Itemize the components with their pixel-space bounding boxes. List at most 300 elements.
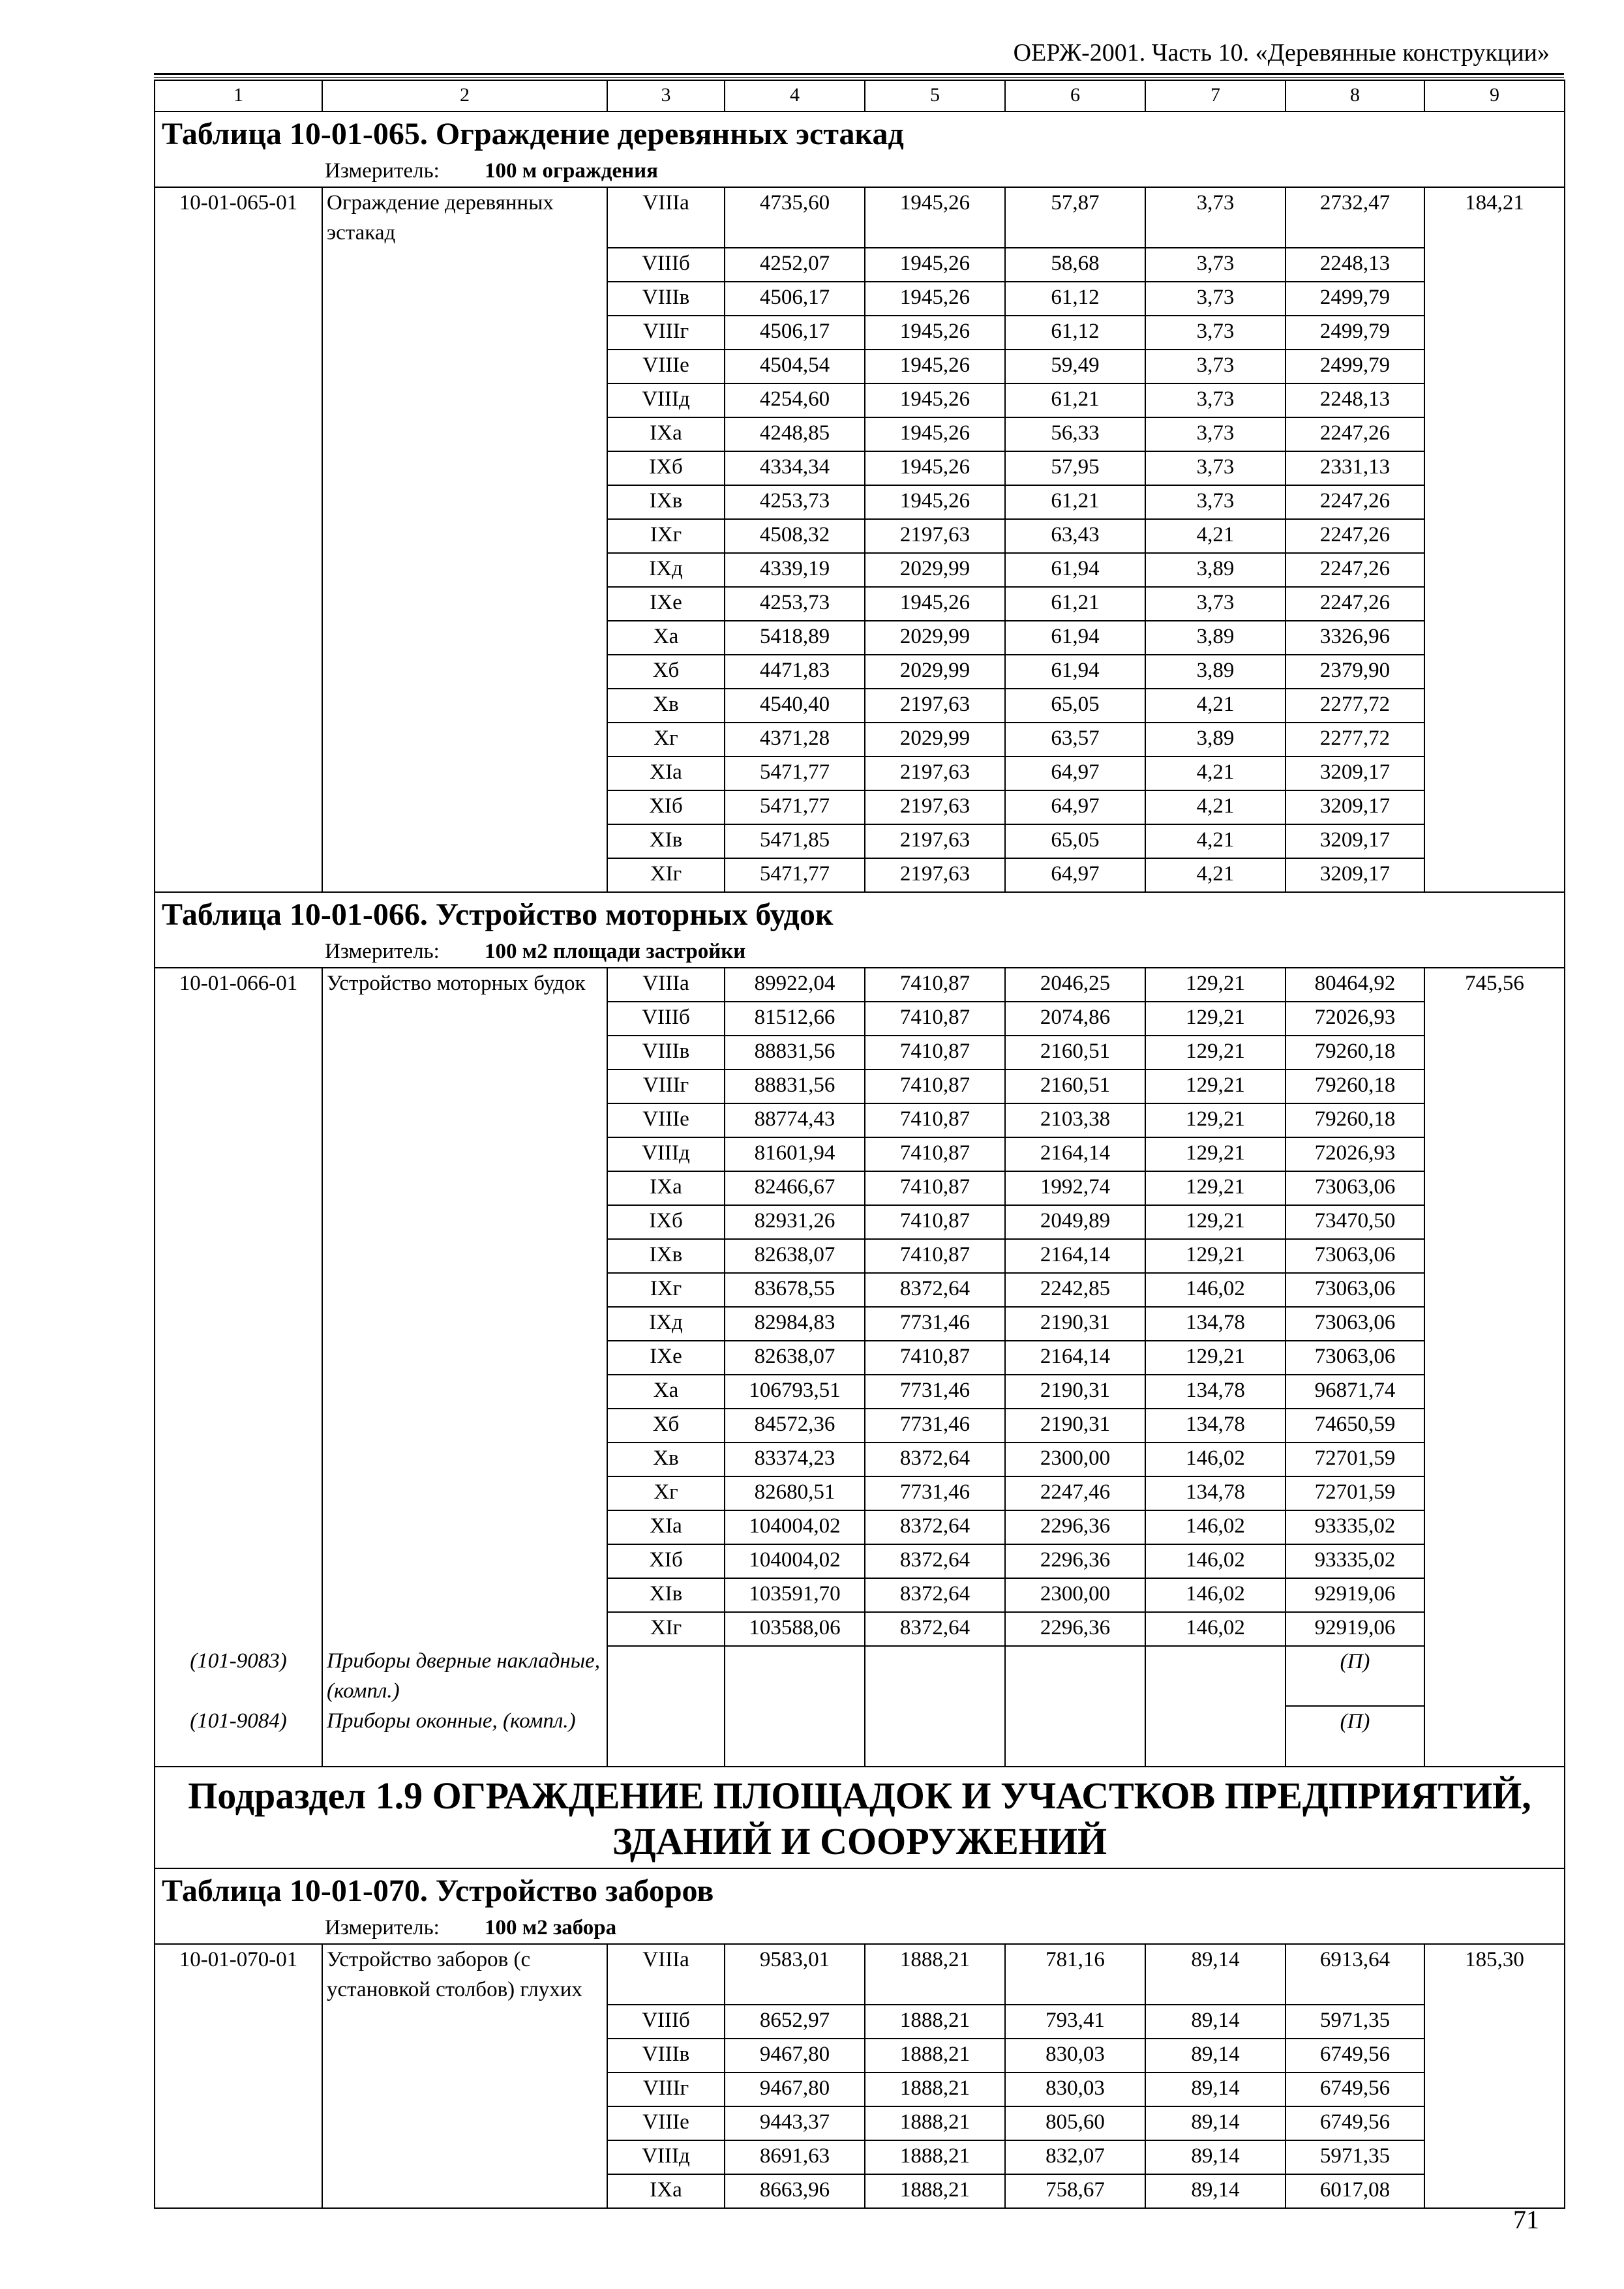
col9-empty xyxy=(1424,1544,1565,1578)
value-cell: 5471,77 xyxy=(725,756,865,790)
rate-name-empty xyxy=(322,383,607,417)
column-number: 6 xyxy=(1005,80,1145,112)
rate-code-empty xyxy=(155,2005,322,2039)
value-cell: 2164,14 xyxy=(1005,1341,1145,1375)
unit-cell xyxy=(155,1915,1565,1944)
rate-name-empty xyxy=(322,1307,607,1341)
value-cell: 3,73 xyxy=(1145,587,1286,621)
value-cell: 1945,26 xyxy=(865,316,1005,350)
col9-empty xyxy=(1424,1070,1565,1103)
value-cell: 3209,17 xyxy=(1286,756,1424,790)
table-row xyxy=(155,2174,1565,2208)
value-cell: VIIIе xyxy=(607,1103,725,1137)
value-cell: 1888,21 xyxy=(865,2106,1005,2140)
material-code: (101-9083) xyxy=(155,1646,322,1706)
material-name: Приборы дверные накладные, (компл.) xyxy=(322,1646,607,1706)
value-cell: 4,21 xyxy=(1145,824,1286,858)
col9-empty xyxy=(1424,2005,1565,2039)
value-cell: 89,14 xyxy=(1145,2039,1286,2072)
value-cell: 64,97 xyxy=(1005,858,1145,892)
value-cell: 59,49 xyxy=(1005,350,1145,383)
value-cell: 2197,63 xyxy=(865,858,1005,892)
value-cell: 3,73 xyxy=(1145,417,1286,451)
empty-cell xyxy=(1145,1646,1286,1706)
rate-code-empty xyxy=(155,1137,322,1171)
value-cell: 2247,26 xyxy=(1286,519,1424,553)
table-row xyxy=(155,790,1565,824)
rate-code-empty xyxy=(155,451,322,485)
value-cell: 4540,40 xyxy=(725,689,865,723)
value-cell: IXб xyxy=(607,451,725,485)
value-cell: 8372,64 xyxy=(865,1612,1005,1646)
rate-code-empty xyxy=(155,2106,322,2140)
rate-code-empty xyxy=(155,2072,322,2106)
value-cell: Xв xyxy=(607,1443,725,1476)
value-cell: 72701,59 xyxy=(1286,1476,1424,1510)
value-cell: 73063,06 xyxy=(1286,1307,1424,1341)
col9-empty xyxy=(1424,383,1565,417)
table-row xyxy=(155,519,1565,553)
rate-code-empty xyxy=(155,2174,322,2208)
value-cell: 3,73 xyxy=(1145,282,1286,316)
col9-empty xyxy=(1424,350,1565,383)
value-cell: 8372,64 xyxy=(865,1544,1005,1578)
rate-name-empty xyxy=(322,756,607,790)
col9-empty xyxy=(1424,1578,1565,1612)
value-cell: XIв xyxy=(607,824,725,858)
value-cell: 3,89 xyxy=(1145,621,1286,655)
table-row xyxy=(155,383,1565,417)
rate-code-empty xyxy=(155,1578,322,1612)
unit-value: 100 м2 забора xyxy=(485,1916,617,1939)
value-cell: 2247,26 xyxy=(1286,553,1424,587)
col9-empty xyxy=(1424,316,1565,350)
value-cell: 2300,00 xyxy=(1005,1443,1145,1476)
value-cell: XIа xyxy=(607,756,725,790)
rate-name-empty xyxy=(322,1544,607,1578)
value-cell: 89,14 xyxy=(1145,2072,1286,2106)
value-cell: 8691,63 xyxy=(725,2140,865,2174)
column-numbers-row xyxy=(155,80,1565,112)
value-cell: 65,05 xyxy=(1005,689,1145,723)
value-cell: 61,12 xyxy=(1005,282,1145,316)
value-cell: VIIIб xyxy=(607,1002,725,1036)
value-cell: 7410,87 xyxy=(865,1137,1005,1171)
value-cell: 3,73 xyxy=(1145,316,1286,350)
value-cell: IXа xyxy=(607,1171,725,1205)
rate-name-empty xyxy=(322,2039,607,2072)
empty-cell xyxy=(607,1646,725,1706)
value-cell: 2247,26 xyxy=(1286,485,1424,519)
value-cell: 7410,87 xyxy=(865,968,1005,1002)
value-cell: Xв xyxy=(607,689,725,723)
value-cell: 4339,19 xyxy=(725,553,865,587)
value-cell: 1945,26 xyxy=(865,383,1005,417)
material-code: (101-9084) xyxy=(155,1706,322,1767)
value-cell: 57,95 xyxy=(1005,451,1145,485)
rate-name-empty xyxy=(322,553,607,587)
value-cell: 4248,85 xyxy=(725,417,865,451)
value-cell: 129,21 xyxy=(1145,1171,1286,1205)
rate-code-empty xyxy=(155,1103,322,1137)
table-row xyxy=(155,1103,1565,1137)
rate-name-empty xyxy=(322,519,607,553)
value-cell: 61,21 xyxy=(1005,383,1145,417)
table-row xyxy=(155,2039,1565,2072)
rate-name-empty xyxy=(322,2140,607,2174)
value-cell: 832,07 xyxy=(1005,2140,1145,2174)
rate-name-empty xyxy=(322,1375,607,1409)
col9-empty xyxy=(1424,1476,1565,1510)
col9-empty xyxy=(1424,1409,1565,1443)
col9-empty xyxy=(1424,1103,1565,1137)
value-cell: 88831,56 xyxy=(725,1070,865,1103)
material-row xyxy=(155,1646,1565,1706)
column-number: 9 xyxy=(1424,80,1565,112)
value-cell: IXв xyxy=(607,485,725,519)
table-row xyxy=(155,1070,1565,1103)
column-number: 2 xyxy=(322,80,607,112)
value-cell: 2277,72 xyxy=(1286,723,1424,756)
unit-cell xyxy=(155,158,1565,187)
unit-label: Измеритель: xyxy=(325,1916,440,1939)
value-cell: 7410,87 xyxy=(865,1070,1005,1103)
value-cell: 61,94 xyxy=(1005,553,1145,587)
header-rule-thin xyxy=(154,77,1564,78)
value-cell: 805,60 xyxy=(1005,2106,1145,2140)
value-cell: XIв xyxy=(607,1578,725,1612)
value-cell: VIIIб xyxy=(607,2005,725,2039)
value-cell: 1945,26 xyxy=(865,350,1005,383)
value-cell: 7410,87 xyxy=(865,1239,1005,1273)
col9-empty xyxy=(1424,756,1565,790)
value-cell: 89,14 xyxy=(1145,2106,1286,2140)
value-cell: VIIIв xyxy=(607,1036,725,1070)
empty-cell xyxy=(725,1646,865,1706)
value-cell: 3209,17 xyxy=(1286,824,1424,858)
value-cell: 2732,47 xyxy=(1286,187,1424,248)
value-cell: 61,21 xyxy=(1005,485,1145,519)
column-number: 7 xyxy=(1145,80,1286,112)
rate-name-empty xyxy=(322,1239,607,1273)
table-row xyxy=(155,1476,1565,1510)
table-row xyxy=(155,1944,1565,2005)
rate-name-empty xyxy=(322,723,607,756)
value-cell: 4252,07 xyxy=(725,248,865,282)
value-cell: 88831,56 xyxy=(725,1036,865,1070)
value-cell: 89922,04 xyxy=(725,968,865,1002)
unit-row xyxy=(155,1915,1565,1944)
col9-empty xyxy=(1424,2174,1565,2208)
rate-code: 10-01-065-01 xyxy=(155,187,322,248)
value-cell: 146,02 xyxy=(1145,1510,1286,1544)
value-cell: XIа xyxy=(607,1510,725,1544)
subsection-title-line2: ЗДАНИЙ И СООРУЖЕНИЙ xyxy=(612,1820,1107,1863)
value-cell: 1945,26 xyxy=(865,451,1005,485)
col9-empty xyxy=(1424,723,1565,756)
value-cell: 82638,07 xyxy=(725,1239,865,1273)
col9-empty xyxy=(1424,2039,1565,2072)
rate-code-empty xyxy=(155,1002,322,1036)
value-cell: 92919,06 xyxy=(1286,1612,1424,1646)
value-cell: 5971,35 xyxy=(1286,2005,1424,2039)
value-cell: 1945,26 xyxy=(865,248,1005,282)
value-cell: 146,02 xyxy=(1145,1273,1286,1307)
table-row xyxy=(155,2106,1565,2140)
value-cell: 8372,64 xyxy=(865,1578,1005,1612)
value-cell: 134,78 xyxy=(1145,1476,1286,1510)
table-title-row xyxy=(155,1868,1565,1915)
value-cell: XIг xyxy=(607,1612,725,1646)
value-cell: 7410,87 xyxy=(865,1341,1005,1375)
value-cell: Xб xyxy=(607,1409,725,1443)
value-cell: 7410,87 xyxy=(865,1205,1005,1239)
value-cell: 7410,87 xyxy=(865,1103,1005,1137)
value-cell: 93335,02 xyxy=(1286,1510,1424,1544)
value-cell: 2197,63 xyxy=(865,689,1005,723)
col9-empty xyxy=(1424,1205,1565,1239)
table-row xyxy=(155,187,1565,248)
value-cell: 82931,26 xyxy=(725,1205,865,1239)
value-cell: 134,78 xyxy=(1145,1307,1286,1341)
value-cell: 83374,23 xyxy=(725,1443,865,1476)
value-cell: 2331,13 xyxy=(1286,451,1424,485)
rate-name-empty xyxy=(322,689,607,723)
value-cell: VIIIа xyxy=(607,1944,725,2005)
value-cell: 2248,13 xyxy=(1286,248,1424,282)
value-cell: 2247,46 xyxy=(1005,1476,1145,1510)
rate-name-empty xyxy=(322,1409,607,1443)
value-cell: 2277,72 xyxy=(1286,689,1424,723)
table-row xyxy=(155,1171,1565,1205)
table-row xyxy=(155,587,1565,621)
value-cell: 4508,32 xyxy=(725,519,865,553)
value-cell: 79260,18 xyxy=(1286,1103,1424,1137)
table-row xyxy=(155,756,1565,790)
value-cell: 2046,25 xyxy=(1005,968,1145,1002)
material-value: (П) xyxy=(1286,1706,1424,1767)
value-cell: 129,21 xyxy=(1145,1002,1286,1036)
table-row xyxy=(155,858,1565,892)
column-number: 1 xyxy=(155,80,322,112)
value-cell: 2499,79 xyxy=(1286,350,1424,383)
value-cell: 2197,63 xyxy=(865,790,1005,824)
rate-name-empty xyxy=(322,1273,607,1307)
table-row xyxy=(155,1544,1565,1578)
value-cell: 1992,74 xyxy=(1005,1171,1145,1205)
rate-name-empty xyxy=(322,1578,607,1612)
value-cell: 83678,55 xyxy=(725,1273,865,1307)
value-cell: XIг xyxy=(607,858,725,892)
rate-code-empty xyxy=(155,350,322,383)
value-cell: VIIIб xyxy=(607,248,725,282)
value-cell: 7410,87 xyxy=(865,1036,1005,1070)
value-cell: 2164,14 xyxy=(1005,1137,1145,1171)
col9-empty xyxy=(1424,2140,1565,2174)
empty-cell xyxy=(865,1646,1005,1706)
value-cell: 6749,56 xyxy=(1286,2072,1424,2106)
empty-cell xyxy=(725,1706,865,1767)
value-cell: 89,14 xyxy=(1145,2005,1286,2039)
value-cell: 7731,46 xyxy=(865,1375,1005,1409)
value-cell: 81512,66 xyxy=(725,1002,865,1036)
value-cell: 129,21 xyxy=(1145,1103,1286,1137)
header-rule xyxy=(154,73,1564,75)
rate-name-empty xyxy=(322,587,607,621)
value-cell: 134,78 xyxy=(1145,1375,1286,1409)
value-cell: 3,73 xyxy=(1145,350,1286,383)
value-cell: 4371,28 xyxy=(725,723,865,756)
rate-name-empty xyxy=(322,2072,607,2106)
col9-empty xyxy=(1424,248,1565,282)
value-cell: 3209,17 xyxy=(1286,858,1424,892)
table-row xyxy=(155,248,1565,282)
col9-empty xyxy=(1424,451,1565,485)
rate-code-empty xyxy=(155,1341,322,1375)
value-cell: 65,05 xyxy=(1005,824,1145,858)
value-cell: 4,21 xyxy=(1145,790,1286,824)
value-cell: IXг xyxy=(607,519,725,553)
value-cell: 56,33 xyxy=(1005,417,1145,451)
value-cell: 82984,83 xyxy=(725,1307,865,1341)
value-cell: 64,97 xyxy=(1005,790,1145,824)
value-cell: VIIIв xyxy=(607,2039,725,2072)
col9-empty xyxy=(1424,2106,1565,2140)
value-cell: 3326,96 xyxy=(1286,621,1424,655)
col9-empty xyxy=(1424,2072,1565,2106)
rate-name-empty xyxy=(322,1002,607,1036)
value-cell: 129,21 xyxy=(1145,1070,1286,1103)
rate-name-empty xyxy=(322,1036,607,1070)
value-cell: VIIIа xyxy=(607,968,725,1002)
empty-cell xyxy=(1005,1646,1145,1706)
value-cell: 73063,06 xyxy=(1286,1341,1424,1375)
value-cell: 2190,31 xyxy=(1005,1375,1145,1409)
rate-name: Устройство заборов (с установкой столбов) глухих xyxy=(322,1944,607,2005)
value-cell: 2160,51 xyxy=(1005,1036,1145,1070)
col9-empty xyxy=(1424,1137,1565,1171)
value-cell: 6749,56 xyxy=(1286,2039,1424,2072)
rate-code-empty xyxy=(155,417,322,451)
value-cell: 3,89 xyxy=(1145,723,1286,756)
value-cell: 103588,06 xyxy=(725,1612,865,1646)
value-cell: 2197,63 xyxy=(865,756,1005,790)
value-cell: 4254,60 xyxy=(725,383,865,417)
page-number: 71 xyxy=(1513,2205,1539,2234)
rate-name: Ограждение деревянных эстакад xyxy=(322,187,607,248)
value-cell: 781,16 xyxy=(1005,1944,1145,2005)
value-cell: 2296,36 xyxy=(1005,1612,1145,1646)
value-cell: 129,21 xyxy=(1145,1239,1286,1273)
rate-name-empty xyxy=(322,2106,607,2140)
value-cell: IXа xyxy=(607,417,725,451)
table-row xyxy=(155,2140,1565,2174)
column-number: 4 xyxy=(725,80,865,112)
value-cell: 8372,64 xyxy=(865,1273,1005,1307)
value-cell: 5971,35 xyxy=(1286,2140,1424,2174)
value-cell: 63,43 xyxy=(1005,519,1145,553)
value-cell: 2160,51 xyxy=(1005,1070,1145,1103)
value-cell: 6749,56 xyxy=(1286,2106,1424,2140)
value-cell: Xб xyxy=(607,655,725,689)
rate-name-empty xyxy=(322,350,607,383)
value-cell: 758,67 xyxy=(1005,2174,1145,2208)
table-row xyxy=(155,2005,1565,2039)
col9-empty xyxy=(1424,553,1565,587)
value-cell: 2499,79 xyxy=(1286,316,1424,350)
rate-name-empty xyxy=(322,1137,607,1171)
col9-empty xyxy=(1424,282,1565,316)
table-row xyxy=(155,1036,1565,1070)
value-cell: 146,02 xyxy=(1145,1443,1286,1476)
rate-name-empty xyxy=(322,1070,607,1103)
table-row xyxy=(155,1137,1565,1171)
value-cell: VIIIд xyxy=(607,1137,725,1171)
value-cell: 2248,13 xyxy=(1286,383,1424,417)
table-title: Таблица 10-01-066. Устройство моторных будок xyxy=(155,892,1565,938)
rate-name: Устройство моторных будок xyxy=(322,968,607,1002)
value-cell: 134,78 xyxy=(1145,1409,1286,1443)
rates-table xyxy=(154,80,1565,2209)
value-cell: 89,14 xyxy=(1145,1944,1286,2005)
unit-value: 100 м ограждения xyxy=(485,159,658,183)
rate-code-empty xyxy=(155,790,322,824)
rate-code-empty xyxy=(155,1375,322,1409)
value-cell: IXб xyxy=(607,1205,725,1239)
value-cell: 2074,86 xyxy=(1005,1002,1145,1036)
value-cell: 2164,14 xyxy=(1005,1239,1145,1273)
value-cell: 7410,87 xyxy=(865,1171,1005,1205)
table-row xyxy=(155,1578,1565,1612)
value-cell: 4506,17 xyxy=(725,282,865,316)
rate-name-empty xyxy=(322,485,607,519)
value-cell: 4,21 xyxy=(1145,858,1286,892)
empty-cell xyxy=(865,1706,1005,1767)
value-cell: 93335,02 xyxy=(1286,1544,1424,1578)
rate-code-empty xyxy=(155,1544,322,1578)
col9-empty xyxy=(1424,1307,1565,1341)
unit-row xyxy=(155,938,1565,968)
value-cell: 3,73 xyxy=(1145,187,1286,248)
value-cell: 61,12 xyxy=(1005,316,1145,350)
value-cell: 96871,74 xyxy=(1286,1375,1424,1409)
rate-code-empty xyxy=(155,587,322,621)
value-cell: 80464,92 xyxy=(1286,968,1424,1002)
table-row xyxy=(155,689,1565,723)
value-cell: 73470,50 xyxy=(1286,1205,1424,1239)
col9-empty xyxy=(1424,1036,1565,1070)
col9-empty xyxy=(1424,689,1565,723)
value-cell: VIIIг xyxy=(607,1070,725,1103)
table-row xyxy=(155,968,1565,1002)
table-row xyxy=(155,1205,1565,1239)
subsection-title xyxy=(155,1767,1565,1868)
value-cell: 2029,99 xyxy=(865,553,1005,587)
table-row xyxy=(155,2072,1565,2106)
value-cell: IXд xyxy=(607,553,725,587)
value-cell: Xг xyxy=(607,723,725,756)
rate-code-empty xyxy=(155,519,322,553)
value-cell: 4504,54 xyxy=(725,350,865,383)
table-row xyxy=(155,1612,1565,1646)
table-row xyxy=(155,1409,1565,1443)
rate-code-empty xyxy=(155,1070,322,1103)
value-cell: 5471,77 xyxy=(725,858,865,892)
value-cell: 2300,00 xyxy=(1005,1578,1145,1612)
value-cell: VIIIе xyxy=(607,2106,725,2140)
rate-name-empty xyxy=(322,417,607,451)
material-name: Приборы оконные, (компл.) xyxy=(322,1706,607,1767)
